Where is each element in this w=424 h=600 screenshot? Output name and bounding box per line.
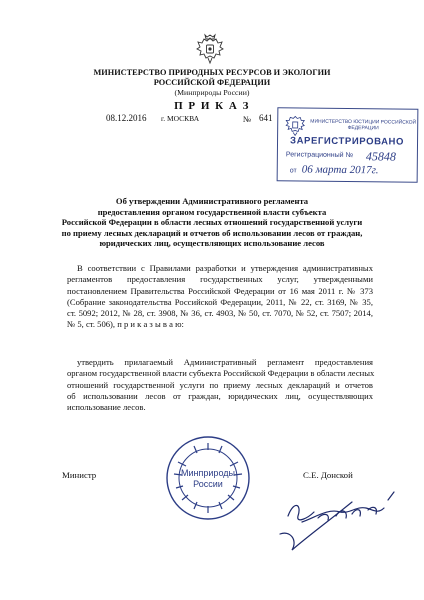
seal-line1: Минприроды <box>181 468 235 478</box>
stamp-date-label: от <box>289 167 297 175</box>
title-line: юридических лиц, осуществляющих использование лесов <box>99 238 325 249</box>
registration-stamp <box>277 107 419 182</box>
paragraph-line: об использовании лесов от граждан, юридических лиц, осуществляющих <box>67 390 373 401</box>
paragraph-line: использование лесов. <box>67 402 146 413</box>
order-number-sign: № <box>243 114 252 124</box>
paragraph-line: регламентов предоставления государственных услуг, утвержденными <box>67 274 373 285</box>
seal-line2: России <box>193 479 223 489</box>
document-title <box>40 196 384 249</box>
title-line: предоставления органом государственной власти субъекта <box>97 206 327 217</box>
paragraph-line: (Собрание законодательства Российской Федерации, 2011, № 22, ст. 3169, № 35, <box>67 296 373 307</box>
stamp-reg-label: Регистрационный № <box>285 151 354 160</box>
paragraph-line: отношений государственной услуги по приему лесных деклараций и отчетов <box>67 379 373 390</box>
stamp-status: ЗАРЕГИСТРИРОВАНО <box>289 135 405 148</box>
stamp-ministry-name: МИНИСТЕРСТВО ЮСТИЦИИ РОССИЙСКОЙ ФЕДЕРАЦИИ <box>310 118 417 132</box>
order-city: г. МОСКВА <box>161 114 200 123</box>
paragraph-line: постановлением Правительства Российской Федерации от 16 мая 2011 г. № 373 <box>67 285 373 296</box>
handwritten-signature <box>268 478 418 558</box>
preamble-paragraph <box>67 263 373 331</box>
stamp-date-handwritten: 06 марта 2017г. <box>301 163 379 177</box>
title-line: по приему лесных деклараций и отчетов об использовании лесов от граждан, <box>61 227 363 238</box>
ministry-seal <box>164 434 252 522</box>
title-line: Российской Федерации в области лесных отношений государственной услуги <box>61 217 363 228</box>
ministry-name-line1: МИНИСТЕРСТВО ПРИРОДНЫХ РЕСУРСОВ И ЭКОЛОГИИ <box>93 68 331 77</box>
order-paragraph <box>67 357 373 413</box>
stamp-reg-number: 45848 <box>365 149 396 164</box>
title-line: Об утверждении Административного регламента <box>115 196 309 206</box>
paragraph-line: утвердить прилагаемый Административный регламент предоставления <box>77 357 373 367</box>
coat-of-arms-icon <box>193 33 227 67</box>
ministry-short-name: (Минприроды России) <box>174 88 250 97</box>
signer-position: Министр <box>62 470 97 480</box>
paragraph-line: В соответствии с Правилами разработки и утверждения административных <box>77 263 373 273</box>
signer-name: С.Е. Донской <box>303 470 353 480</box>
paragraph-line: ст. 5092; 2012, № 28, ст. 3908, № 36, ст. 4903, № 50, ст. 7070, № 52, ст. 7507; 2014, <box>67 308 373 319</box>
order-number: 641 <box>259 113 273 123</box>
ministry-name-line2: РОССИЙСКОЙ ФЕДЕРАЦИИ <box>153 78 271 87</box>
paragraph-line: органом государственной власти субъекта Российской Федерации в области лесных <box>67 368 375 379</box>
paragraph-line: № 5, ст. 506), п р и к а з ы в а ю: <box>67 319 184 330</box>
order-title: П Р И К А З <box>174 100 250 112</box>
order-date: 08.12.2016 <box>106 113 147 123</box>
